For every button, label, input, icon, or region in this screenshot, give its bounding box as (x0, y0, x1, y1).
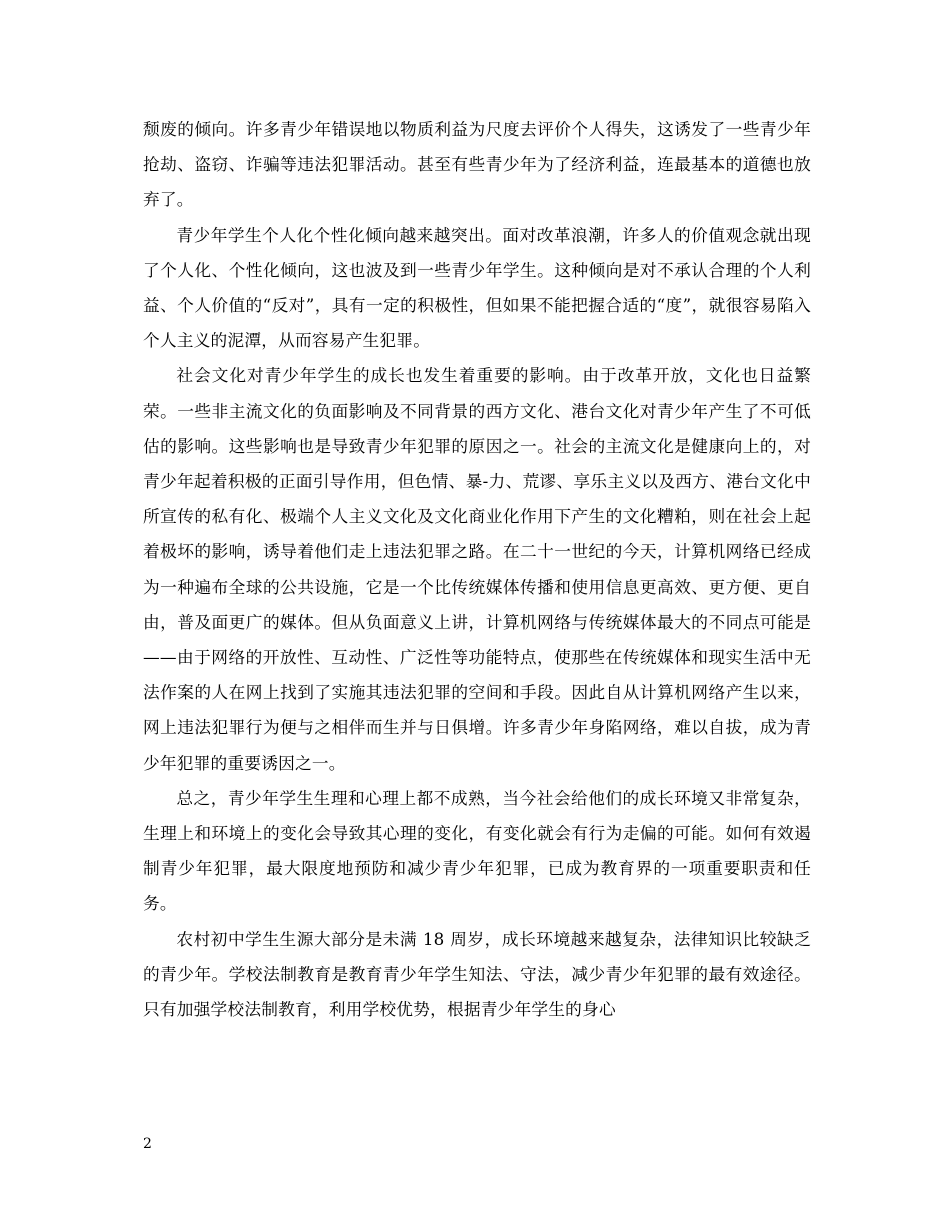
paragraph-1: 颓废的倾向。许多青少年错误地以物质利益为尺度去评价个人得失，这诱发了一些青少年抢劫、盗窃、诈骗等违法犯罪活动。甚至有些青少年为了经济利益，连最基本的道德也放弃了。 (143, 119, 811, 210)
body-text (143, 112, 811, 1027)
paragraph-2: 青少年学生个人化个性化倾向越来越突出。面对改革浪潮，许多人的价值观念就出现了个人化、个性化倾向，这也波及到一些青少年学生。这种倾向是对不承认合理的个人利益、个人价值的“反对”，具有一定的积极性，但如果不能把握合适的“度”，就很容易陷入个人主义的泥潭，从而容易产生犯罪。 (143, 224, 811, 351)
paragraph-5: 农村初中学生生源大部分是未满 18 周岁，成长环境越来越复杂，法律知识比较缺乏的青少年。学校法制教育是教育青少年学生知法、守法，减少青少年犯罪的最有效途径。只有加强学校法制教育，利用学校优势，根据青少年学生的身心 (143, 928, 811, 1020)
paragraph-4: 总之，青少年学生生理和心理上都不成熟，当今社会给他们的成长环境又非常复杂，生理上和环境上的变化会导致其心理的变化，有变化就会有行为走偏的可能。如何有效遏制青少年犯罪，最大限度地预防和减少青少年犯罪，已成为教育界的一项重要职责和任务。 (143, 787, 811, 914)
paragraph-3: 社会文化对青少年学生的成长也发生着重要的影响。由于改革开放，文化也日益繁荣。一些非主流文化的负面影响及不同背景的西方文化、港台文化对青少年产生了不可低估的影响。这些影响也是导致青少年犯罪的原因之一。社会的主流文化是健康向上的，对青少年起着积极的正面引导作用，但色情、暴-力、荒谬、享乐主义以及西方、港台文化中所宣传的私有化、极端个人主义文化及文化商业化作用下产生的文化糟粕，则在社会上起着极坏的影响，诱导着他们走上违法犯罪之路。在二十一世纪的今天，计算机网络已经成为一种遍布全球的公共设施，它是一个比传统媒体传播和使用信息更高效、更方便、更自由，普及面更广的媒体。但从负面意义上讲，计算机网络与传统媒体最大的不同点可能是——由于网络的开放性、互动性、广泛性等功能特点，使那些在传统媒体和现实生活中无法作案的人在网上找到了实施其违法犯罪的空间和手段。因此自从计算机网络产生以来，网上违法犯罪行为便与之相伴而生并与日俱增。许多青少年身陷网络，难以自拔，成为青少年犯罪的重要诱因之一。 (143, 365, 811, 773)
page-number: 2 (143, 1136, 152, 1152)
